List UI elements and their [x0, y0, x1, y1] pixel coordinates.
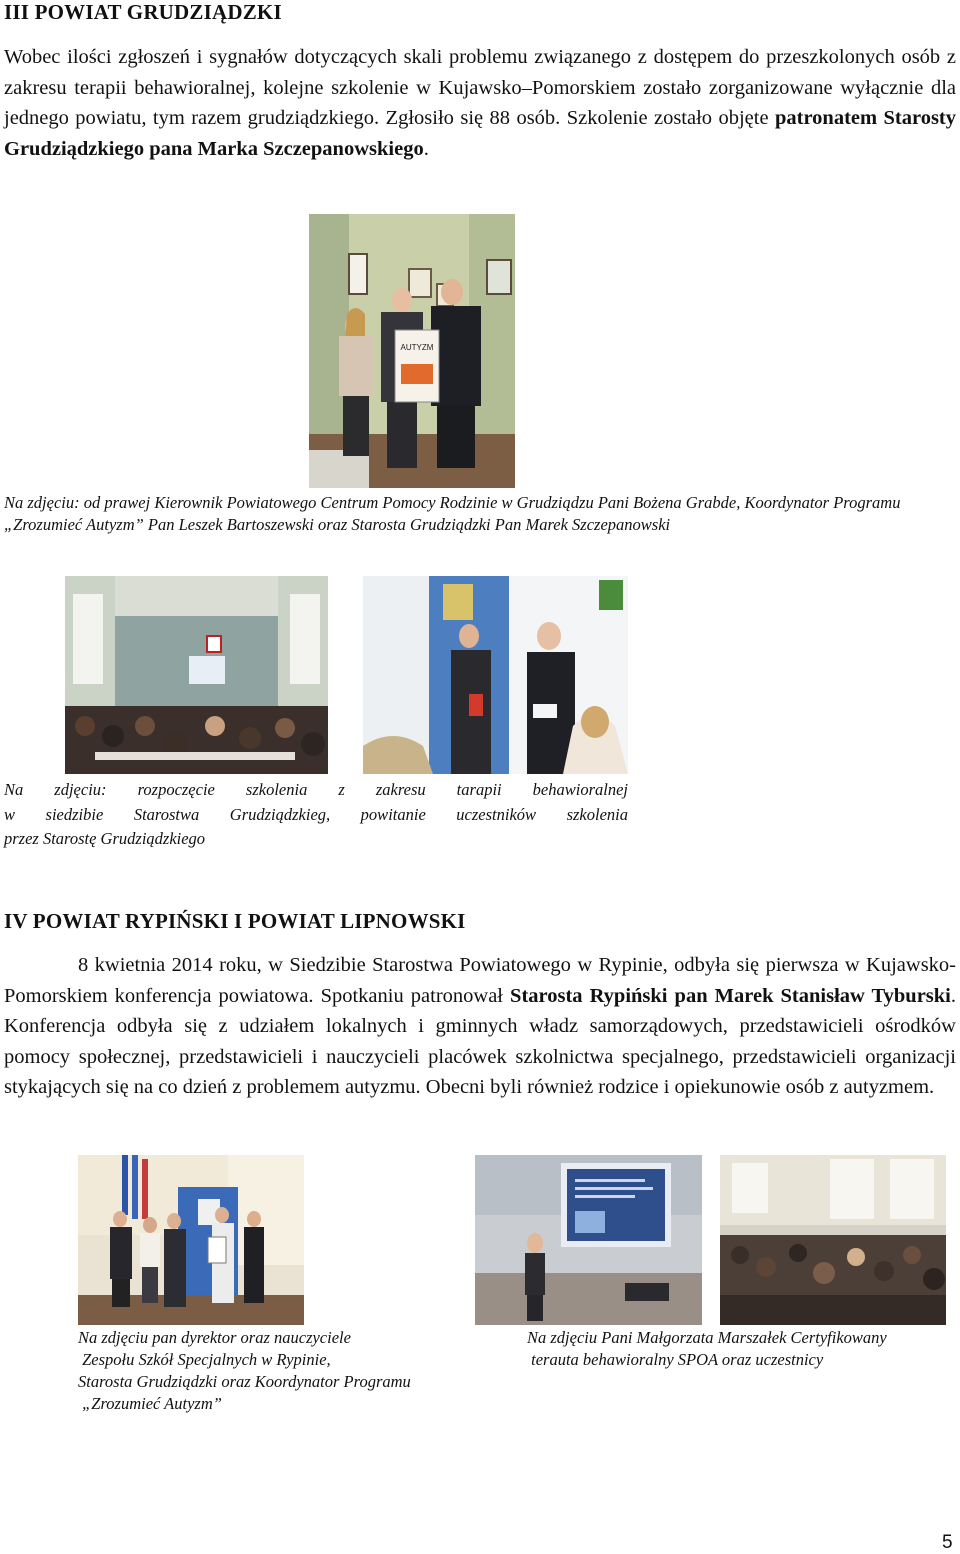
caption-line: w siedzibie Starostwa Grudziądzkieg, powitanie uczestników szkolenia [4, 804, 628, 824]
photo-pair-caption [4, 778, 628, 852]
caption-line: Na zdjęciu: rozpoczęcie szkolenia z zakresu tarapii behawioralnej [4, 780, 628, 799]
photo-starosta-grudziadzki [309, 214, 515, 488]
photo-caption-left [78, 1327, 498, 1415]
poster-text: AUTYZM [400, 343, 434, 352]
photo1-caption: Na zdjęciu: od prawej Kierownik Powiatowego Centrum Pomocy Rodzinie w Grudziądzu Pani Bożena Grabde, Koordynator Programu „Zrozumieć Autyzm” Pan Leszek Bartoszewski oraz Starosta Grudziądzki Pan Marek Szczepanowski [4, 493, 901, 534]
caption-line: „Zrozumieć Autyzm” [78, 1394, 222, 1413]
caption-line: terauta behawioralny SPOA oraz uczestnicy [527, 1350, 824, 1369]
section3-paragraph-text-2: . [423, 137, 429, 160]
photo-presenter [475, 1155, 702, 1325]
photo-rypin-group [78, 1155, 304, 1325]
page-number: 5 [942, 1532, 953, 1553]
photo-participants [720, 1155, 946, 1325]
section3-paragraph-bold: patronatem Starosty Grudziądzkiego pana Marka Szczepanowskiego [4, 107, 957, 160]
section4-paragraph-text-1: 8 kwietnia 2014 roku, w Siedzibie Starostwa Powiatowego w Rypinie, odbyła się pierwsza w Kujawsko-Pomorskiem konferencja powiatowa. Spotkaniu patronował [4, 954, 956, 1007]
section4-paragraph-bold: Starosta Rypiński pan Marek Stanisław Tyburski [510, 984, 951, 1007]
section-heading-rypinski-lipnowski: IV POWIAT RYPIŃSKI I POWIAT LIPNOWSKI [4, 909, 466, 933]
section3-paragraph-text-1: Wobec ilości zgłoszeń i sygnałów dotyczących skali problemu związanego z dostępem do przeszkolonych osób z zakresu terapii behawioralnej, kolejne szkolenie w Kujawsko–Pomorskiem zostało zorganizowane wyłącznie dla jednego powiatu, tym razem grudziądzkiego. Zgłosiło się 88 osób. Szkolenie zostało objęte [4, 46, 956, 129]
photo-conference-room [65, 576, 328, 774]
caption-line: Zespołu Szkół Specjalnych w Rypinie, [78, 1350, 331, 1369]
section4-paragraph [4, 950, 956, 1103]
section4-paragraph-text-2: . Konferencja odbyła się z udziałem lokalnych i gminnych władz samorządowych, przedstawicieli ośrodków pomocy społecznej, przedstawicieli i nauczycieli placówek szkolnictwa specjalnego, przedstawicieli organizacji stykających się na co dzień z problemem autyzmu. Obecni byli również rodzice i opiekunowie osób z autyzmem. [4, 984, 956, 1098]
caption-line: przez Starostę Grudziądzkiego [4, 829, 206, 848]
caption-line: Starosta Grudziądzki oraz Koordynator Programu [78, 1372, 411, 1391]
section3-paragraph [4, 42, 956, 164]
caption-line: Na zdjęciu pan dyrektor oraz nauczyciele [78, 1328, 351, 1347]
caption-line: Na zdjęciu Pani Małgorzata Marszałek Certyfikowany [527, 1328, 887, 1347]
photo-welcome-participants [363, 576, 628, 774]
photo-caption-right [527, 1327, 957, 1371]
section-heading-grudziadzki: III POWIAT GRUDZIĄDZKI [4, 0, 282, 24]
